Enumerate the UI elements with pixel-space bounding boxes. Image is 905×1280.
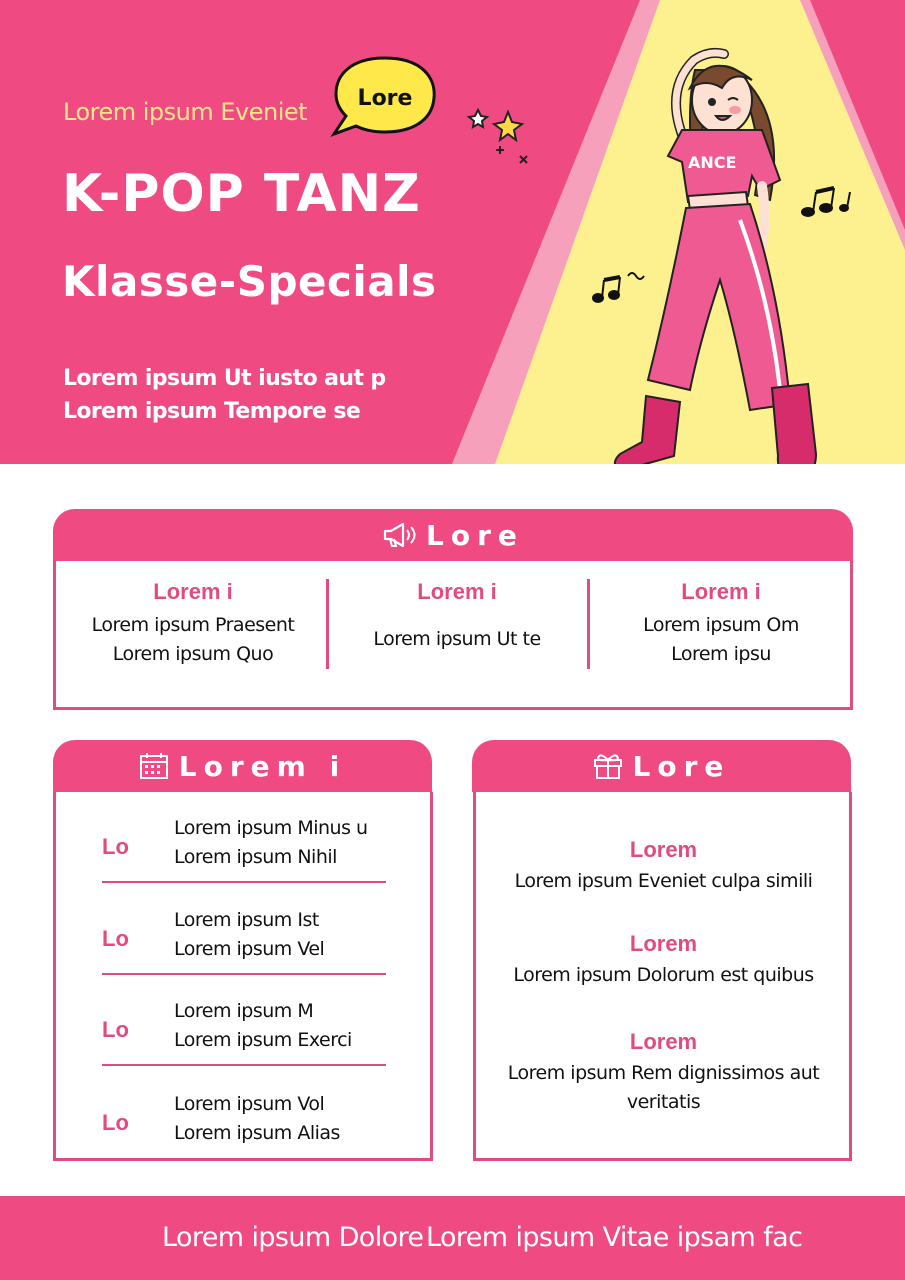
offer-title: Lorem (629, 931, 698, 956)
schedule-row-line: Lorem ipsum Vel (174, 938, 325, 960)
offer-line: Lorem ipsum Rem dignissimos aut (507, 1062, 820, 1084)
offer-title: Lorem (629, 837, 698, 862)
bubble-label: Lore (357, 86, 413, 111)
offers-panel (473, 792, 852, 1161)
schedule-row-line: Lorem ipsum Vol (174, 1093, 325, 1115)
svg-text:ANCE: ANCE (688, 153, 737, 172)
info-column-line: Lorem ipsum Om (643, 614, 799, 636)
offer-item (476, 837, 851, 896)
info-column (58, 579, 328, 669)
schedule-row-line: Lorem ipsum Alias (174, 1122, 340, 1144)
schedule-row (102, 900, 386, 990)
schedule-row-line: Lorem ipsum Minus u (174, 817, 368, 839)
offers-section-header (472, 740, 851, 792)
page-subtitle: Klasse-Specials (62, 257, 437, 306)
schedule-panel (53, 792, 433, 1161)
calendar-icon (139, 752, 169, 780)
info-section-title: Lore (426, 518, 524, 552)
hero-line-1: Lorem ipsum Ut iusto aut p (63, 366, 386, 391)
footer-right-text: Lorem ipsum Vitae ipsam fac (426, 1222, 803, 1253)
footer-bar (0, 1196, 905, 1280)
schedule-row-label: Lo (102, 1017, 129, 1042)
page-title: K-POP TANZ (62, 164, 421, 224)
stars-icon (469, 110, 527, 163)
info-column-line: Lorem ipsum Ut te (373, 628, 541, 650)
row-divider (102, 881, 386, 883)
offer-line: Lorem ipsum Eveniet culpa simili (514, 870, 813, 892)
info-column-title: Lorem i (681, 579, 761, 604)
hero-background (0, 0, 905, 464)
footer-left-text: Lorem ipsum Dolore (162, 1222, 424, 1253)
info-column-line: Lorem ipsu (671, 643, 771, 665)
info-column-title: Lorem i (417, 579, 497, 604)
offer-item (476, 1029, 851, 1117)
schedule-row-label: Lo (102, 834, 129, 859)
schedule-section-header (53, 740, 432, 792)
schedule-row-line: Lorem ipsum M (174, 1000, 314, 1022)
offer-title: Lorem (629, 1029, 698, 1054)
offer-line: Lorem ipsum Dolorum est quibus (513, 964, 814, 986)
offer-line: veritatis (626, 1091, 701, 1113)
info-panel (53, 561, 853, 710)
hero-line-2: Lorem ipsum Tempore se (63, 399, 361, 424)
hero-eyebrow: Lorem ipsum Eveniet (63, 98, 308, 126)
info-column-line: Lorem ipsum Praesent (91, 614, 295, 636)
offers-section-title: Lore (632, 749, 731, 783)
info-column-line: Lorem ipsum Quo (112, 643, 274, 665)
schedule-row-label: Lo (102, 1110, 129, 1135)
schedule-row-line: Lorem ipsum Nihil (174, 846, 337, 868)
info-column-title: Lorem i (153, 579, 233, 604)
schedule-row-line: Lorem ipsum Exerci (174, 1029, 352, 1051)
row-divider (102, 1064, 386, 1066)
gift-icon (593, 752, 623, 780)
schedule-row (102, 808, 386, 898)
info-column (586, 579, 856, 669)
hero-banner (0, 0, 905, 464)
offer-item (476, 931, 851, 990)
info-section-header (53, 509, 853, 561)
info-column (322, 579, 592, 654)
schedule-row (102, 991, 386, 1081)
megaphone-icon (382, 522, 416, 548)
schedule-section-title: Lorem i (178, 749, 347, 783)
schedule-row-line: Lorem ipsum Ist (174, 909, 319, 931)
schedule-row-label: Lo (102, 926, 129, 951)
schedule-row (102, 1084, 386, 1174)
row-divider (102, 973, 386, 975)
